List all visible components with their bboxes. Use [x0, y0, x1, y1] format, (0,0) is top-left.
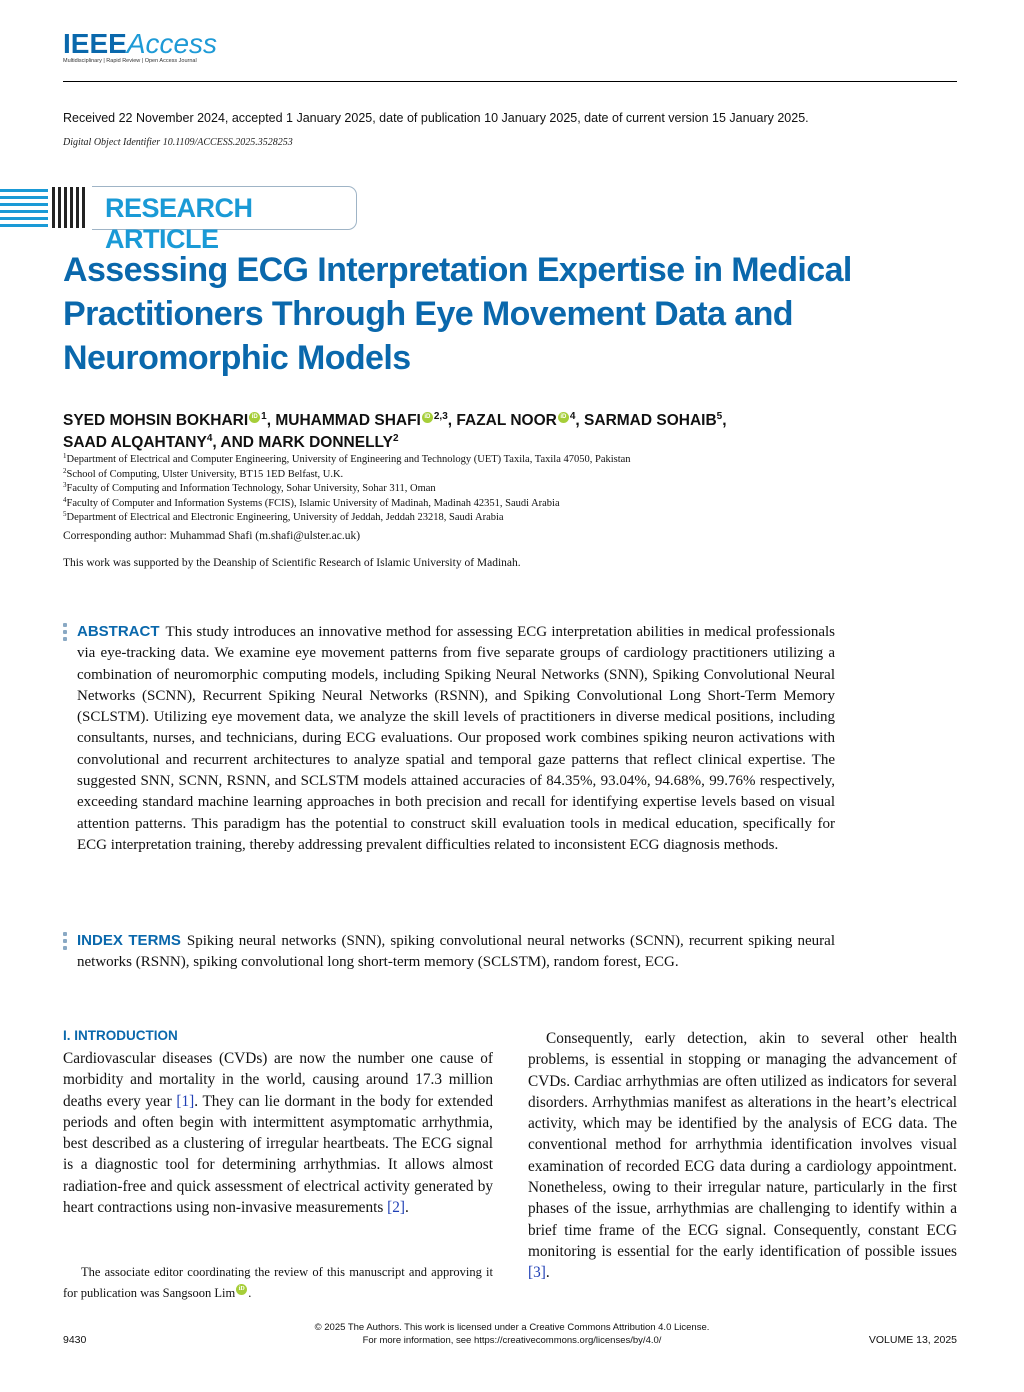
article-type-banner [0, 186, 358, 254]
header-rule [63, 81, 957, 82]
logo-access: Access [126, 28, 218, 59]
intro-text: Cardiovascular diseases (CVDs) are now the number one cause of morbidity and mortality in the world, causing around 17.3 million deaths every year [63, 1050, 493, 1110]
affiliation-text: Faculty of Computing and Information Technology, Sohar University, Sohar 311, Oman [66, 483, 436, 494]
funding-note: This work was supported by the Deanship of Scientific Research of Islamic University of Madinah. [63, 557, 521, 569]
affiliation-number: 3 [63, 481, 67, 489]
abstract [77, 621, 835, 856]
author-separator: , [722, 412, 727, 429]
affiliation-text: Faculty of Computer and Information Systems (FCIS), Islamic University of Madinah, Madinah 42351, Saudi Arabia [66, 497, 560, 509]
index-terms-text: Spiking neural networks (SNN), spiking convolutional neural networks (SCNN), recurrent spiking neural networks (RSNN), spiking convolutional long short-term memory (SCLSTM), random forest, ECG. [77, 933, 835, 971]
affiliation-number: 5 [63, 510, 67, 518]
orcid-icon[interactable]: iD [236, 1284, 247, 1295]
author-affiliation-number: 4 [569, 411, 576, 422]
logo-ieee: IEEE [63, 28, 127, 59]
editor-note: The associate editor coordinating the review of this manuscript and approving it for publication was Sangsoon Lim iD . [63, 1265, 493, 1300]
left-column [63, 1028, 493, 1218]
logo-tagline: Multidisciplinary | Rapid Review | Open Access Journal [63, 58, 197, 64]
abstract-text: This study introduces an innovative method for assessing ECG interpretation abilities in medical professionals via eye-tracking data. We examine eye movement patterns from five separate groups of cardiology practitioners utilizing a combination of neuromorphic computing models, including Spiking Neural Networks (SNN), Spiking Convolutional Neural Networks (SCNN), Recurrent Spiking Neural Networks (RSNN), and Spiking Convolutional Long Short-Term Memory (SCLSTM). Utilizing eye movement data, we analyze the skill levels of practitioners in diverse medical positions, including consultants, nurses, and technicians, during ECG evaluations. Our proposed work combines spiking neuron activations with convolutional and recurrent architectures to analyze spatial and temporal gaze patterns that reflect clinical expertise. The suggested SNN, SCNN, RSNN, and SCLSTM models attained accuracies of 84.35%, 93.04%, 94.68%, 99.76% respectively, exceeding standard machine learning approaches in both precision and recall for identifying expertise levels based on visual attention patterns. This paradigm has the potential to construct skill evaluation tools in medical education, specifically for ECG interpretation training, thereby addressing prevalent difficulties related to inconsistent ECG diagnosis methods. [77, 624, 835, 853]
corresponding-author: Corresponding author: Muhammad Shafi (m.shafi@ulster.ac.uk) [63, 530, 361, 542]
author-affiliation-number: 1 [261, 411, 267, 422]
index-terms-label: INDEX TERMS [77, 932, 181, 949]
author-separator: , [575, 412, 585, 429]
abstract-marker-icon [63, 623, 67, 644]
author-list [63, 410, 963, 454]
orcid-icon[interactable]: iD [558, 412, 569, 423]
orcid-icon[interactable]: iD [422, 412, 433, 423]
intro-paragraph-2 [528, 1028, 957, 1284]
banner-stripes-graphic [0, 186, 92, 230]
author-name: SAAD ALQAHTANY [63, 434, 207, 451]
citation-link[interactable]: [1] [176, 1092, 195, 1110]
orcid-icon[interactable]: iD [249, 412, 260, 423]
affiliation-item [63, 511, 963, 526]
section-heading-introduction: I. INTRODUCTION [63, 1028, 178, 1043]
intro-paragraph-1 [63, 1048, 493, 1218]
intro-text: . They can lie dormant in the body for extended periods and often begin with intermittent asymptomatic arrhythmia, best described as a clustering of irregular heartbeats. The ECG signal is a diagnostic tool for determining arrhythmias. It allows almost radiation-free and quick assessment of electrical activity generated by heart contractions using non-invasive measurements [63, 1092, 493, 1217]
affiliation-number: 4 [63, 495, 67, 504]
index-terms [77, 930, 835, 974]
intro-text: . [404, 1199, 409, 1217]
received-dates: Received 22 November 2024, accepted 1 January 2025, date of publication 10 January 2025, date of current version 15 January 2025. [63, 111, 809, 125]
affiliation-text: Department of Electrical and Electronic Engineering, University of Jeddah, Jeddah 23218, Saudi Arabia [66, 512, 504, 523]
author-affiliation-number: 2 [392, 433, 399, 444]
page-number: 9430 [63, 1334, 87, 1346]
affiliation-item [63, 453, 963, 468]
author-separator: , [447, 412, 457, 429]
intro-text: . [545, 1264, 550, 1282]
author-separator: , AND [212, 434, 259, 451]
citation-link[interactable]: [3] [528, 1264, 546, 1282]
author-name: SARMAD SOHAIB [584, 412, 717, 429]
author-separator: , [266, 412, 276, 429]
affiliation-number: 2 [63, 466, 67, 475]
journal-logo [63, 28, 217, 64]
affiliation-item [63, 497, 963, 512]
affiliation-item [63, 482, 963, 497]
affiliations [63, 453, 963, 526]
author-affiliation-number: 4 [206, 433, 213, 444]
author-affiliation-number: 5 [716, 411, 723, 422]
author-name: MARK DONNELLY [258, 434, 393, 451]
author-name: FAZAL NOOR [456, 412, 557, 429]
right-column [528, 1028, 957, 1284]
author-name: SYED MOHSIN BOKHARI [63, 412, 249, 429]
author-name: MUHAMMAD SHAFI [275, 412, 421, 429]
license-line-2: For more information, see https://creativecommons.org/licenses/by/4.0/ [362, 1335, 662, 1346]
license-line-1: © 2025 The Authors. This work is licensed under a Creative Commons Attribution 4.0 License. [314, 1322, 710, 1333]
article-title: Assessing ECG Interpretation Expertise in Medical Practitioners Through Eye Movement Data and Neuromorphic Models [63, 251, 852, 377]
volume-label: VOLUME 13, 2025 [868, 1334, 957, 1346]
doi-line: Digital Object Identifier 10.1109/ACCESS.2025.3528253 [63, 137, 293, 148]
intro-text: Consequently, early detection, akin to several other health problems, is essential in stopping or managing the advancement of CVDs. Cardiac arrhythmias are often utilized as indicators for several disorders. Arrhythmias manifest as alterations in the heart’s electrical activity, which may be identified by the analysis of ECG data. The conventional method for arrhythmia identification involves visual examination of recorded ECG data during a cardiology appointment. Nonetheless, owing to their irregular nature, particularly in the first phases of the issue, arrhythmias are challenging to identify within a brief time frame of the ECG signal. Consequently, constant ECG monitoring is essential for the early identification of possible issues [528, 1030, 957, 1260]
banner-label: RESEARCH ARTICLE [105, 193, 253, 254]
affiliation-item [63, 468, 963, 483]
editor-note-text: The associate editor coordinating the review of this manuscript and approving it for publication was Sangsoon Lim [63, 1265, 493, 1300]
abstract-label: ABSTRACT [77, 623, 160, 640]
author-affiliation-number: 2,3 [433, 411, 448, 422]
citation-link[interactable]: [2] [387, 1199, 405, 1217]
affiliation-text: School of Computing, Ulster University, BT15 1ED Belfast, U.K. [66, 468, 344, 480]
affiliation-number: 1 [63, 452, 67, 460]
affiliation-text: Department of Electrical and Computer Engineering, University of Engineering and Technology (UET) Taxila, Taxila 47050, Pakistan [66, 454, 631, 465]
index-terms-marker-icon [63, 932, 67, 953]
